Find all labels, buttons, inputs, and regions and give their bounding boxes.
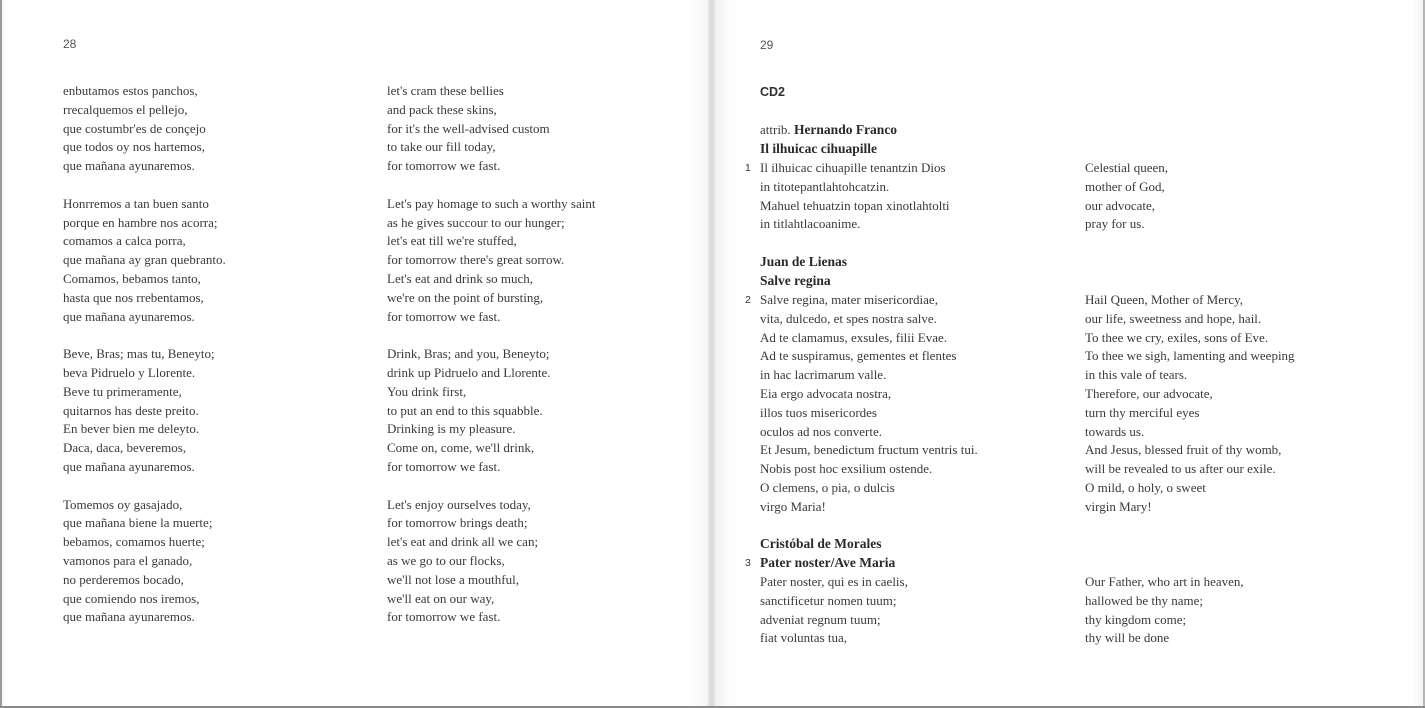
translation-line: Drink, Bras; and you, Beneyto; — [387, 346, 550, 362]
lyric-line: bebamos, comamos huerte; — [63, 534, 205, 550]
lyric-line: que comiendo nos iremos, — [63, 590, 200, 606]
lyric-line: Comamos, bebamos tanto, — [63, 270, 201, 286]
translation-line: mother of God, — [1085, 178, 1165, 194]
translation-line: let's eat and drink all we can; — [387, 534, 539, 550]
lyric-line: Tomemos oy gasajado, — [63, 496, 183, 512]
english-stanza — [387, 82, 596, 176]
translation-line: we're on the point of bursting, — [387, 289, 544, 305]
translation-line: for tomorrow we fast. — [387, 458, 501, 474]
text-line: fiat voluntas tua, — [760, 630, 848, 646]
page-gutter — [708, 0, 716, 708]
translation-line: as we go to our flocks, — [387, 552, 505, 568]
translation-line: our advocate, — [1085, 197, 1156, 213]
section-header-lienas — [760, 253, 847, 291]
text-line: Ad te suspiramus, gementes et flentes — [760, 348, 957, 364]
translation-line: as he gives succour to our hunger; — [387, 214, 565, 230]
translation-line: to take our fill today, — [387, 139, 496, 155]
lyric-line: que mañana ayunaremos. — [63, 458, 195, 474]
translation-line: let's eat till we're stuffed, — [387, 233, 517, 249]
lyric-line: vamonos para el ganado, — [63, 552, 193, 568]
translation-line: will be revealed to us after our exile. — [1085, 461, 1276, 477]
translation-line: turn thy merciful eyes — [1085, 404, 1200, 420]
cd-label: CD2 — [760, 85, 786, 99]
lyric-line: hasta que nos rrebentamos, — [63, 289, 204, 305]
translation-line: virgin Mary! — [1085, 498, 1152, 514]
translation-line: Come on, come, we'll drink, — [387, 440, 535, 456]
scan-edge-left — [0, 0, 2, 708]
spanish-stanza — [63, 496, 226, 628]
translation-line: to put an end to this squabble. — [387, 402, 543, 418]
text-line: illos tuos misericordes — [760, 404, 877, 420]
lyric-line: que mañana biene la muerte; — [63, 515, 213, 531]
translation-text-1 — [1085, 159, 1168, 234]
translation-line: Let's eat and drink so much, — [387, 270, 534, 286]
translation-line: Drinking is my pleasure. — [387, 421, 516, 437]
translation-line: we'll eat on our way, — [387, 590, 495, 606]
translation-line: Let's pay homage to such a worthy saint — [387, 195, 596, 211]
spanish-stanza — [63, 195, 226, 327]
lyric-line: Daca, daca, beveremos, — [63, 440, 187, 456]
translation-line: drink up Pidruelo and Llorente. — [387, 364, 551, 380]
translation-line: Therefore, our advocate, — [1085, 385, 1213, 401]
page-number-right: 29 — [760, 38, 774, 52]
lyric-line: que todos oy nos hartemos, — [63, 139, 205, 155]
lyric-line: que costumbr'es de conçejo — [63, 120, 206, 136]
track-number: 3 — [745, 557, 751, 569]
english-stanza — [387, 195, 596, 327]
text-line: in titlahtlacoanime. — [760, 216, 861, 232]
translation-text-2 — [1085, 291, 1295, 517]
composer-line — [760, 121, 897, 140]
english-stanza — [387, 496, 596, 628]
translation-line: thy will be done — [1085, 630, 1170, 646]
text-line: Mahuel tehuatzin topan xinotlahtolti — [760, 197, 950, 213]
translation-line: Celestial queen, — [1085, 160, 1169, 175]
lyric-line: En bever bien me deleyto. — [63, 421, 200, 437]
lyric-line: porque en hambre nos acorra; — [63, 214, 218, 230]
text-line: Il ilhuicac cihuapille tenantzin Dios — [760, 160, 946, 175]
translation-line: our life, sweetness and hope, hail. — [1085, 310, 1262, 326]
text-line: adveniat regnum tuum; — [760, 611, 881, 627]
translation-line: for tomorrow we fast. — [387, 308, 501, 324]
text-line: O clemens, o pia, o dulcis — [760, 479, 895, 495]
translation-line: for tomorrow brings death; — [387, 515, 528, 531]
lyric-line: Honrremos a tan buen santo — [63, 195, 209, 211]
translation-line: towards us. — [1085, 423, 1145, 439]
translation-text-3 — [1085, 573, 1244, 648]
section-header-morales — [760, 535, 895, 573]
text-line: Eia ergo advocata nostra, — [760, 385, 892, 401]
translation-line: O mild, o holy, o sweet — [1085, 479, 1206, 495]
spanish-stanza — [63, 345, 226, 477]
translation-line: and pack these skins, — [387, 101, 497, 117]
lyric-line: Beve, Bras; mas tu, Beneyto; — [63, 346, 215, 362]
text-line: Et Jesum, benedictum fructum ventris tui. — [760, 442, 978, 458]
lyric-line: beva Pidruelo y Llorente. — [63, 364, 196, 380]
lyric-line: comamos a calca porra, — [63, 233, 186, 249]
translation-line: in this vale of tears. — [1085, 367, 1188, 383]
text-line: virgo Maria! — [760, 498, 826, 514]
text-line: in titotepantlahtohcatzin. — [760, 178, 890, 194]
translation-line: for tomorrow we fast. — [387, 609, 501, 625]
work-title: Salve regina — [760, 272, 831, 288]
translation-line: thy kingdom come; — [1085, 611, 1187, 627]
section-header-franco — [760, 121, 897, 159]
text-line: vita, dulcedo, et spes nostra salve. — [760, 310, 937, 326]
lyric-line: quitarnos has deste preito. — [63, 402, 199, 418]
lyric-line: que mañana ay gran quebranto. — [63, 252, 226, 268]
lyric-line: que mañana ayunaremos. — [63, 609, 195, 625]
track-number: 2 — [745, 294, 751, 306]
text-line: in hac lacrimarum valle. — [760, 367, 887, 383]
composer-name: Juan de Lienas — [760, 254, 848, 269]
translation-line: hallowed be thy name; — [1085, 592, 1204, 608]
text-line: Pater noster, qui es in caelis, — [760, 574, 908, 589]
translation-line: Hail Queen, Mother of Mercy, — [1085, 292, 1243, 307]
attribution: attrib. — [760, 122, 791, 137]
text-line: Nobis post hoc exsilium ostende. — [760, 461, 933, 477]
page-number-left: 28 — [63, 37, 77, 51]
lyric-line: no perderemos bocado, — [63, 571, 184, 587]
translation-line: for it's the well-advised custom — [387, 120, 550, 136]
composer-name: Hernando Franco — [793, 122, 898, 137]
translation-line: To thee we cry, exiles, sons of Eve. — [1085, 329, 1269, 345]
lyric-line: que mañana ayunaremos. — [63, 308, 195, 324]
text-line: Ad te clamamus, exsules, filii Evae. — [760, 329, 948, 345]
translation-line: we'll not lose a mouthful, — [387, 571, 519, 587]
lyric-line: enbutamos estos panchos, — [63, 83, 198, 98]
original-text-2 — [760, 291, 978, 517]
translation-line: You drink first, — [387, 383, 467, 399]
text-line: sanctificetur nomen tuum; — [760, 592, 897, 608]
translation-line: for tomorrow there's great sorrow. — [387, 252, 565, 268]
original-text-3 — [760, 573, 908, 648]
translation-line: for tomorrow we fast. — [387, 158, 501, 174]
english-stanza — [387, 345, 596, 477]
translation-line: To thee we sigh, lamenting and weeping — [1085, 348, 1295, 364]
translation-line: And Jesus, blessed fruit of thy womb, — [1085, 442, 1282, 458]
spanish-stanza — [63, 82, 226, 176]
original-text-1 — [760, 159, 950, 234]
lyric-line: rrecalquemos el pellejo, — [63, 101, 188, 117]
english-translation-column — [387, 82, 596, 646]
translation-line: pray for us. — [1085, 216, 1145, 232]
work-title: Pater noster/Ave Maria — [760, 554, 896, 570]
text-line: Salve regina, mater misericordiae, — [760, 292, 938, 307]
track-number: 1 — [745, 162, 751, 174]
text-line: oculos ad nos converte. — [760, 423, 883, 439]
composer-name: Cristóbal de Morales — [760, 536, 882, 551]
translation-line: Our Father, who art in heaven, — [1085, 574, 1244, 589]
lyric-line: que mañana ayunaremos. — [63, 158, 195, 174]
translation-line: Let's enjoy ourselves today, — [387, 496, 531, 512]
lyric-line: Beve tu primeramente, — [63, 383, 182, 399]
work-title: Il ilhuicac cihuapille — [760, 140, 878, 156]
spanish-lyrics-column — [63, 82, 226, 646]
translation-line: let's cram these bellies — [387, 83, 504, 98]
